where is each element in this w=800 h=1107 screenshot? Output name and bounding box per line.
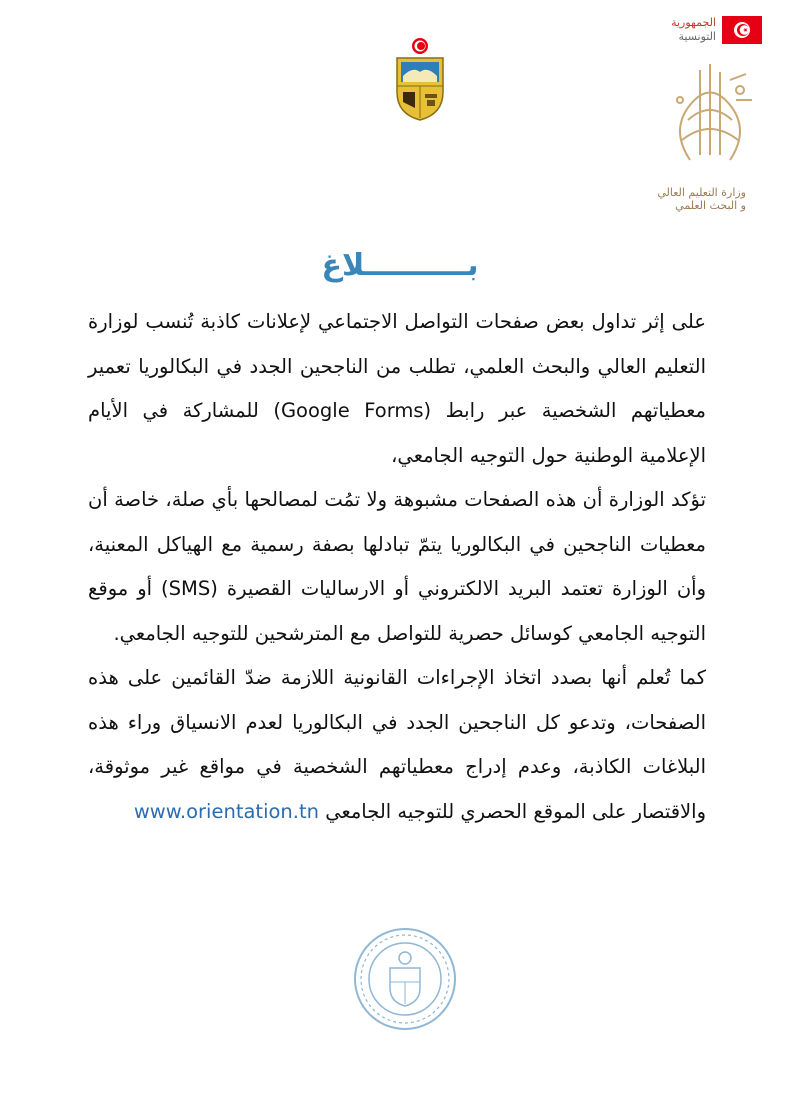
paragraph-3: [88, 656, 706, 834]
ministry-line-1: وزارة التعليم العالي: [657, 186, 746, 199]
orientation-url-link[interactable]: www.orientation.tn: [133, 799, 319, 823]
paragraph-1: على إثر تداول بعض صفحات التواصل الاجتماعي لإعلانات كاذبة تُنسب لوزارة التعليم العالي والبحث العلمي، تطلب من الناجحين الجدد في البكالوريا تعمير معطياتهم الشخصية عبر رابط (Google Forms) للمشاركة في الأيام الإعلامية الوطنية حول التوجيه الجامعي،: [88, 310, 706, 467]
paragraph-2: تؤكد الوزارة أن هذه الصفحات مشبوهة ولا تمُت لمصالحها بأي صلة، خاصة أن معطيات الناجحين في البكالوريا يتمّ تبادلها بصفة رسمية مع الهياكل المعنية، وأن الوزارة تعتمد البريد الالكتروني أو الارساليات القصيرة (SMS) أو موقع التوجيه الجامعي كوسائل حصرية للتواصل مع المترشحين للتوجيه الجامعي.: [88, 488, 707, 645]
communique-body: [88, 300, 706, 834]
ministry-logo-icon: [660, 60, 760, 170]
ministry-line-2: و البحث العلمي: [675, 199, 746, 212]
ministry-name: [640, 186, 746, 212]
tunisia-flag-icon: [722, 16, 762, 44]
official-stamp-icon: [350, 924, 460, 1034]
coat-of-arms-icon: [393, 36, 447, 122]
document-title: بــــــــــلاغ: [321, 248, 479, 283]
republic-line-1: الجمهورية: [671, 16, 716, 29]
paragraph-3-text: كما تُعلم أنها بصدد اتخاذ الإجراءات القانونية اللازمة ضدّ القائمين على هذه الصفحات، وتدعو كل الناجحين الجدد في البكالوريا لعدم الانسياق وراء هذه البلاغات الكاذبة، وعدم إدراج معطياتهم الشخصية في مواقع غير موثوقة، والاقتصار على الموقع الحصري للتوجيه الجامعي: [88, 666, 706, 823]
republic-label: [600, 16, 716, 44]
republic-line-2: التونسية: [678, 30, 716, 43]
